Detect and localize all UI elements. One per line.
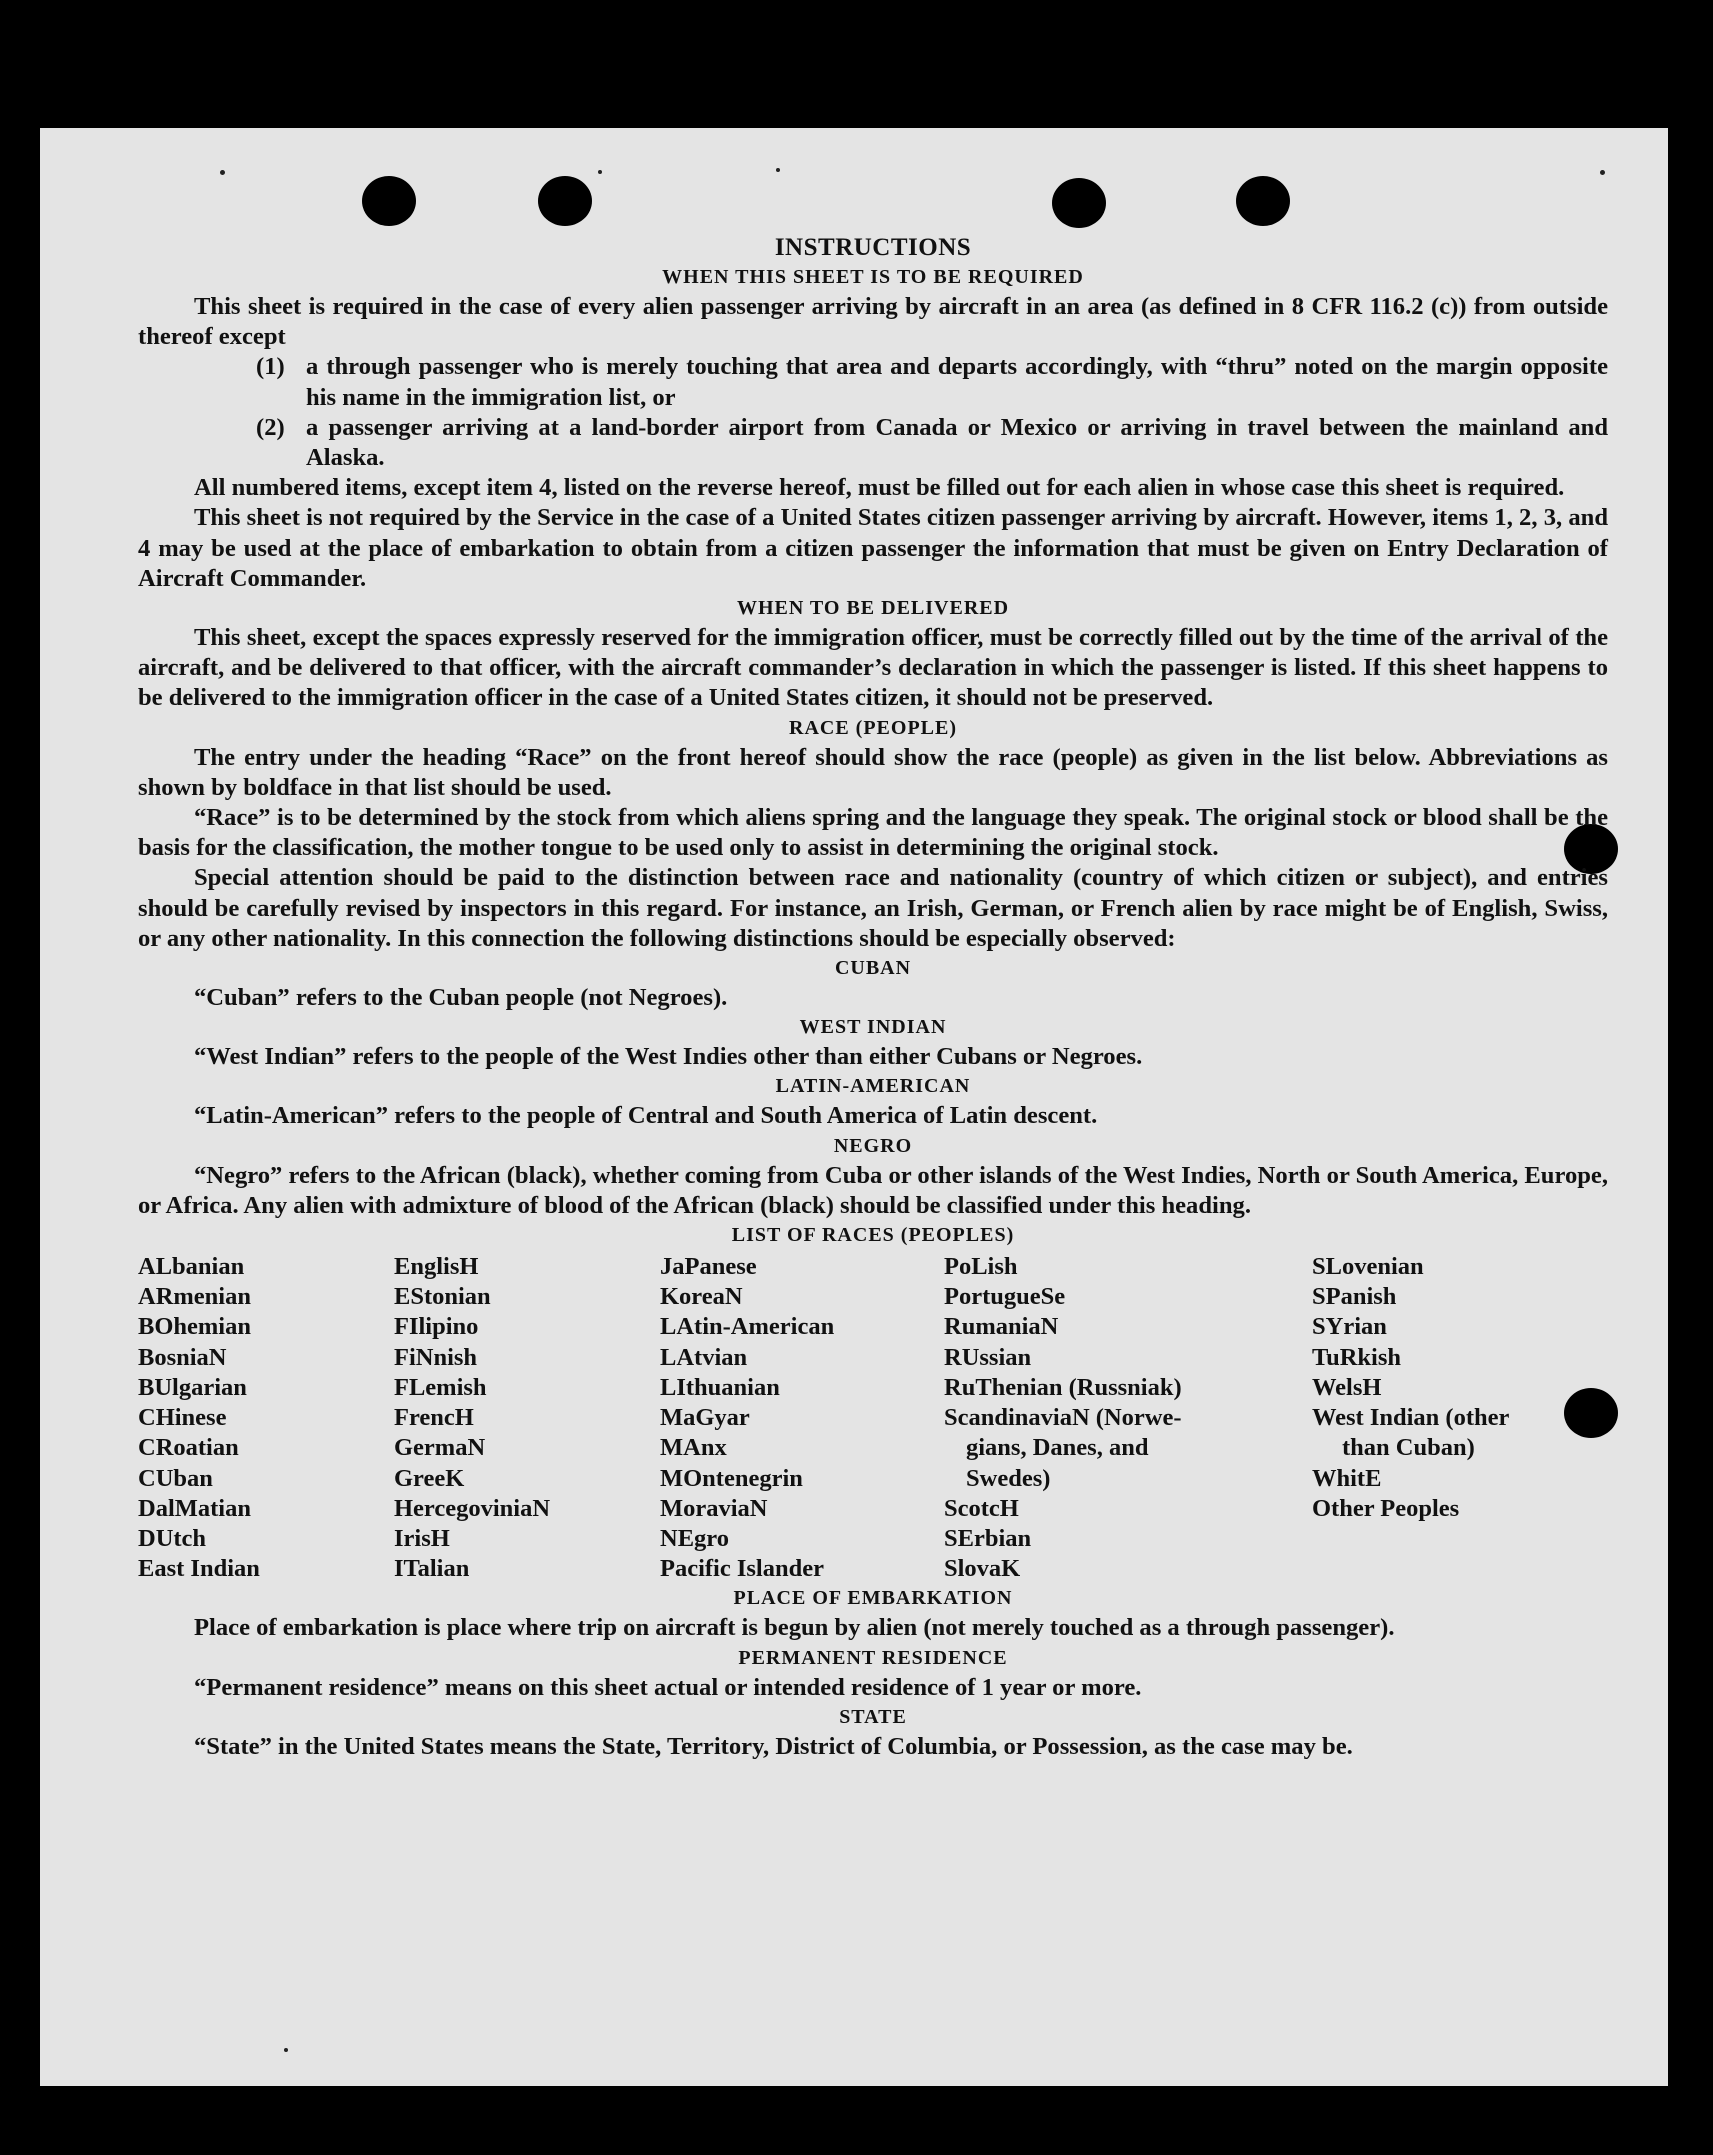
race-entry: FIlipino (394, 1313, 479, 1341)
paragraph: The entry under the heading “Race” on the front hereof should show the race (people) as given in the list below. Abbreviations as shown by boldface in that list should be used. (138, 743, 1608, 801)
races-column (944, 1252, 1312, 1584)
races-column (394, 1252, 660, 1584)
race-entry: KoreaN (660, 1283, 743, 1311)
race-entry: MaGyar (660, 1404, 750, 1432)
list-of-races-heading: LIST OF RACES (PEOPLES) (731, 1224, 1015, 1247)
section-heading-residence: PERMANENT RESIDENCE (738, 1646, 1008, 1669)
section-heading-when-delivered: WHEN TO BE DELIVERED (736, 597, 1010, 620)
race-entry: GreeK (394, 1464, 465, 1492)
race-entry: MoraviaN (660, 1494, 768, 1522)
race-entry: IrisH (394, 1524, 450, 1552)
speck (776, 168, 780, 172)
race-entry: EnglisH (394, 1253, 479, 1281)
race-entry: PoLish (944, 1253, 1018, 1281)
punch-hole (1236, 176, 1290, 226)
paragraph: This sheet is not required by the Service in the case of a United States citizen passenger arriving by aircraft. However, items 1, 2, 3, and 4 may be used at the place of embarkation to obtain from a citizen passenger the information that must be given on Entry Declaration of Aircraft Commander. (138, 504, 1608, 592)
race-entry: West Indian (other (1312, 1404, 1510, 1432)
paragraph: Special attention should be paid to the distinction between race and nationality (country of which citizen or subject), and entries should be carefully revised by inspectors in this regard. For instance, an Irish, German, or French alien by race might be of English, Swiss, or any other nationality. In this connection the following distinctions should be especially observed: (138, 864, 1608, 952)
race-entry: East Indian (138, 1555, 260, 1583)
race-entry: SlovaK (944, 1555, 1021, 1583)
race-entry: SPanish (1312, 1283, 1397, 1311)
race-entry: GermaN (394, 1434, 486, 1462)
race-entry: FLemish (394, 1373, 487, 1401)
race-entry: SErbian (944, 1524, 1032, 1552)
race-entry: RUssian (944, 1343, 1032, 1371)
race-entry: NEgro (660, 1524, 729, 1552)
section-heading-when-required: WHEN THIS SHEET IS TO BE REQUIRED (662, 266, 1084, 288)
page-title: INSTRUCTIONS (774, 234, 972, 261)
race-entry: ScandinaviaN (Norwe- (944, 1404, 1182, 1432)
paragraph: “Negro” refers to the African (black), whether coming from Cuba or other islands of the West Indies, North or South America, Europe, or Africa. Any alien with admixture of blood of the African (black) should be classified under this heading. (138, 1161, 1608, 1219)
paragraph: This sheet, except the spaces expressly reserved for the immigration officer, must be correctly filled out by the time of the arrival of the aircraft, and be delivered to that officer, with the aircraft commander’s declaration in which the passenger is listed. If this sheet happens to be delivered to the immigration officer in the case of a United States citizen, it should not be preserved. (138, 624, 1608, 712)
race-entry: LAtvian (660, 1343, 748, 1371)
document-sheet (40, 128, 1668, 2086)
instructions-content (138, 233, 1608, 1762)
section-heading-state: STATE (839, 1705, 907, 1728)
race-entry: TuRkish (1312, 1343, 1402, 1371)
race-entry: PortugueSe (944, 1283, 1066, 1311)
race-entry: WhitE (1312, 1464, 1382, 1492)
race-entry: MAnx (660, 1434, 727, 1462)
races-table (138, 1252, 1608, 1584)
race-entry: BosniaN (138, 1343, 227, 1371)
race-entry: JaPanese (660, 1253, 757, 1281)
race-entry: RumaniaN (944, 1313, 1059, 1341)
race-entry: than Cuban) (1342, 1434, 1475, 1462)
race-entry: EStonian (394, 1283, 491, 1311)
race-entry: ALbanian (138, 1253, 245, 1281)
speck (598, 170, 602, 174)
list-item (256, 352, 1608, 412)
section-heading-embarkation: PLACE OF EMBARKATION (733, 1587, 1013, 1610)
paragraph: “Latin-American” refers to the people of Central and South America of Latin descent. (194, 1102, 1098, 1130)
race-entry: HercegoviniaN (394, 1494, 551, 1522)
race-entry: ITalian (394, 1555, 470, 1583)
paragraph: “Cuban” refers to the Cuban people (not Negroes). (194, 984, 728, 1012)
paragraph: All numbered items, except item 4, listed on the reverse hereof, must be filled out for each alien in whose case this sheet is required. (194, 474, 1565, 502)
race-entry: Other Peoples (1312, 1494, 1460, 1522)
race-entry: DalMatian (138, 1494, 251, 1522)
race-entry: CRoatian (138, 1434, 239, 1462)
race-entry: Pacific Islander (660, 1555, 824, 1583)
races-column (1312, 1252, 1608, 1584)
race-entry: BOhemian (138, 1313, 251, 1341)
item-number: (1) (256, 353, 285, 381)
paragraph: “Race” is to be determined by the stock from which aliens spring and the language they speak. The original stock or blood shall be the basis for the classification, the mother tongue to be used only to assist in determining the original stock. (138, 804, 1608, 862)
race-entry: BUlgarian (138, 1373, 247, 1401)
punch-hole (538, 176, 592, 226)
paragraph: “Permanent residence” means on this sheet actual or intended residence of 1 year or more. (194, 1673, 1142, 1701)
races-column (138, 1252, 394, 1584)
race-entry: FrencH (394, 1404, 474, 1432)
section-heading-latin-american: LATIN-AMERICAN (775, 1075, 971, 1098)
punch-hole (1052, 178, 1106, 228)
section-heading-cuban: CUBAN (834, 957, 912, 980)
race-entry: CUban (138, 1464, 213, 1492)
item-number: (2) (256, 413, 285, 441)
punch-hole (362, 176, 416, 226)
section-heading-west-indian: WEST INDIAN (799, 1016, 947, 1039)
item-text: a passenger arriving at a land-border airport from Canada or Mexico or arriving in travel between the mainland and Alaska. (306, 413, 1608, 472)
list-item (256, 413, 1608, 473)
item-text: a through passenger who is merely touching that area and departs accordingly, with “thru” noted on the margin opposite his name in the immigration list, or (306, 353, 1608, 411)
paragraph: This sheet is required in the case of every alien passenger arriving by aircraft in an area (as defined in 8 CFR 116.2 (c)) from outside thereof except (138, 293, 1608, 351)
race-entry: ARmenian (138, 1283, 251, 1311)
race-entry: Swedes) (966, 1464, 1051, 1492)
race-entry: SYrian (1312, 1313, 1387, 1341)
race-entry: RuThenian (Russniak) (944, 1373, 1182, 1401)
paragraph: “State” in the United States means the State, Territory, District of Columbia, or Possession, as the case may be. (194, 1732, 1353, 1760)
speck (284, 2048, 288, 2052)
race-entry: FiNnish (394, 1343, 478, 1371)
race-entry: WelsH (1312, 1373, 1382, 1401)
race-entry: DUtch (138, 1524, 207, 1552)
race-entry: CHinese (138, 1404, 227, 1432)
paragraph: Place of embarkation is place where trip on aircraft is begun by alien (not merely touched as a through passenger). (194, 1614, 1395, 1642)
speck (220, 170, 225, 175)
speck (1600, 170, 1605, 175)
race-entry: gians, Danes, and (966, 1434, 1149, 1462)
races-column (660, 1252, 944, 1584)
race-entry: SLovenian (1312, 1253, 1424, 1281)
section-heading-negro: NEGRO (833, 1134, 913, 1157)
race-entry: ScotcH (944, 1494, 1019, 1522)
paragraph: “West Indian” refers to the people of the West Indies other than either Cubans or Negroes. (194, 1043, 1143, 1071)
race-entry: MOntenegrin (660, 1464, 803, 1492)
section-heading-race: RACE (PEOPLE) (789, 716, 957, 739)
race-entry: LIthuanian (660, 1373, 780, 1401)
race-entry: LAtin-American (660, 1313, 835, 1341)
